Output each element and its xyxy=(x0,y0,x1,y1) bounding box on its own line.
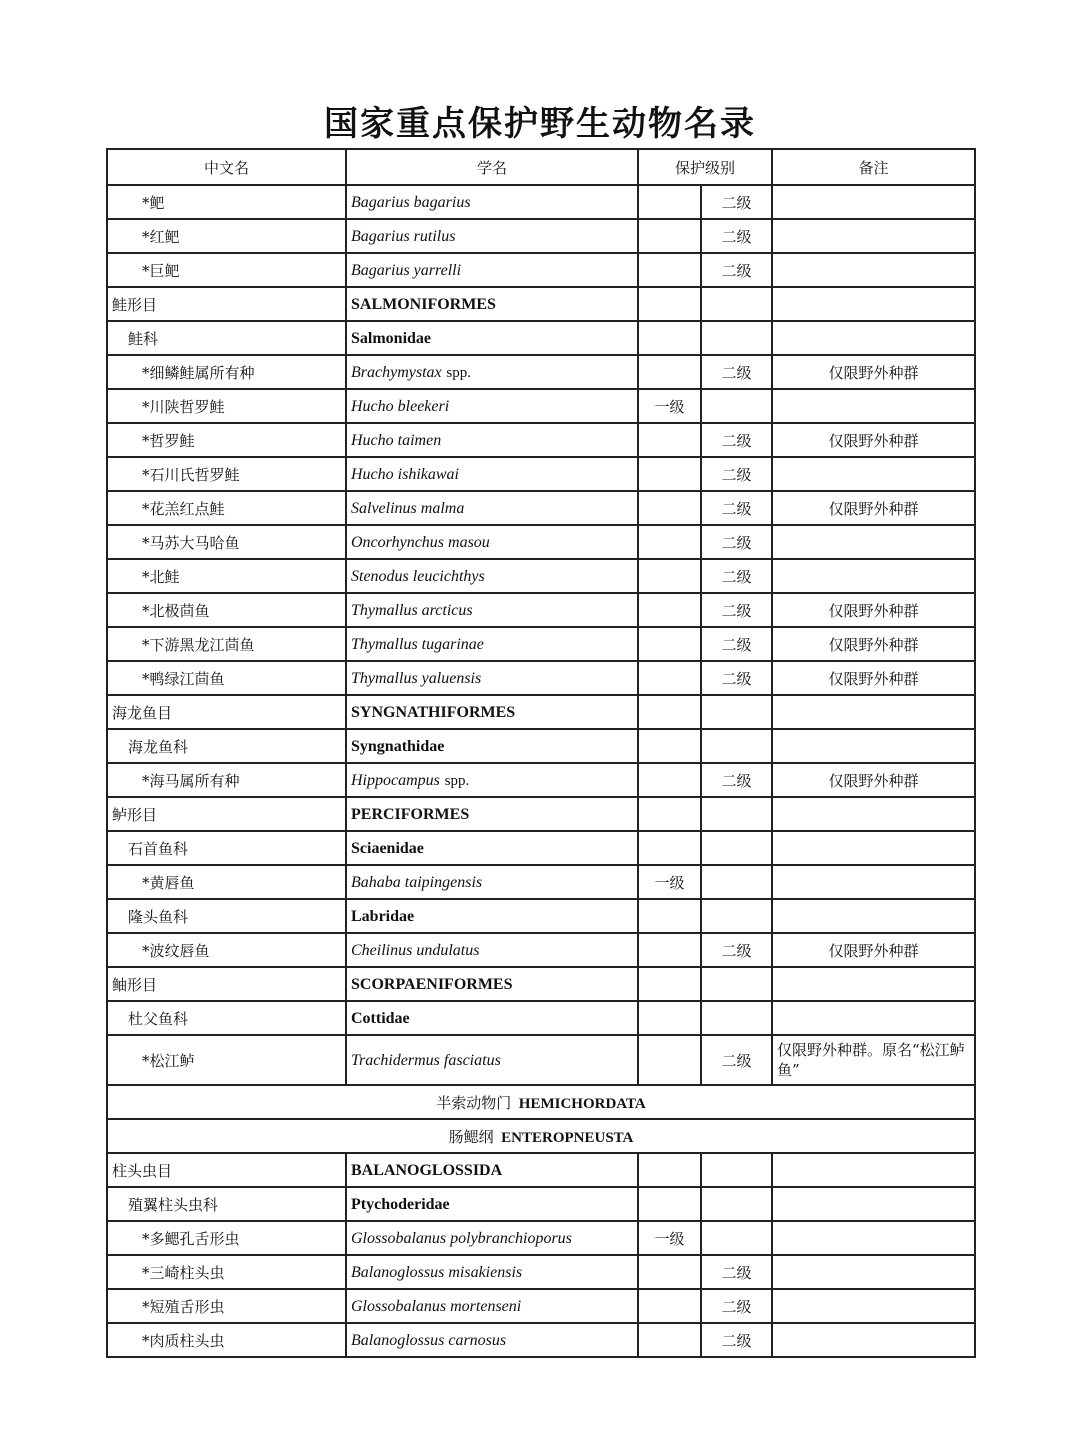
scientific-name: Labridae xyxy=(351,907,415,925)
chinese-name-cell: *下游黑龙江茴鱼 xyxy=(107,627,346,661)
chinese-name-cell: *多鳃孔舌形虫 xyxy=(107,1221,346,1255)
remarks-cell xyxy=(772,729,975,763)
header-scientific-name: 学名 xyxy=(346,149,638,185)
table-row xyxy=(107,1255,975,1289)
remarks-cell xyxy=(772,831,975,865)
scientific-name-cell xyxy=(346,593,638,627)
remarks-cell xyxy=(772,253,975,287)
grade-two-cell xyxy=(701,1153,772,1187)
table-row xyxy=(107,287,975,321)
grade-two-cell xyxy=(701,899,772,933)
chinese-name-cell: *巨鲃 xyxy=(107,253,346,287)
grade-one-cell xyxy=(638,185,701,219)
scientific-name-cell xyxy=(346,1255,638,1289)
grade-one-cell xyxy=(638,457,701,491)
remarks-cell xyxy=(772,797,975,831)
grade-two-cell: 二级 xyxy=(701,491,772,525)
chinese-name-cell: *短殖舌形虫 xyxy=(107,1289,346,1323)
grade-one-cell: 一级 xyxy=(638,389,701,423)
remarks-cell xyxy=(772,287,975,321)
grade-two-cell: 二级 xyxy=(701,219,772,253)
grade-two-cell: 二级 xyxy=(701,253,772,287)
scientific-name: Salvelinus malma xyxy=(351,499,465,517)
scientific-name: Salmonidae xyxy=(351,329,432,347)
remarks-cell xyxy=(772,185,975,219)
table-row xyxy=(107,627,975,661)
chinese-name-cell: 海龙鱼目 xyxy=(107,695,346,729)
table-row xyxy=(107,763,975,797)
remarks-cell xyxy=(772,525,975,559)
scientific-name-cell xyxy=(346,1289,638,1323)
table-row xyxy=(107,355,975,389)
table-row xyxy=(107,253,975,287)
scientific-name: Brachymystax xyxy=(351,363,442,381)
grade-one-cell xyxy=(638,967,701,1001)
scientific-name-cell xyxy=(346,287,638,321)
grade-one-cell xyxy=(638,287,701,321)
scientific-name: PERCIFORMES xyxy=(351,805,470,823)
section-row xyxy=(107,1085,975,1119)
scientific-name-cell xyxy=(346,491,638,525)
scientific-name-cell xyxy=(346,797,638,831)
table-row xyxy=(107,389,975,423)
scientific-name: SCORPAENIFORMES xyxy=(351,975,513,993)
scientific-name-cell xyxy=(346,967,638,1001)
remarks-cell: 仅限野外种群。原名“松江鲈鱼” xyxy=(772,1035,975,1085)
remarks-cell: 仅限野外种群 xyxy=(772,933,975,967)
grade-one-cell xyxy=(638,1187,701,1221)
remarks-cell xyxy=(772,865,975,899)
table-row xyxy=(107,423,975,457)
remarks-cell: 仅限野外种群 xyxy=(772,593,975,627)
chinese-name-cell: *三崎柱头虫 xyxy=(107,1255,346,1289)
scientific-name: SYNGNATHIFORMES xyxy=(351,703,516,721)
grade-one-cell xyxy=(638,831,701,865)
scientific-name: Thymallus arcticus xyxy=(351,601,473,619)
scientific-name-cell xyxy=(346,1035,638,1085)
scientific-name: Trachidermus fasciatus xyxy=(351,1051,501,1069)
header-remarks: 备注 xyxy=(772,149,975,185)
remarks-cell xyxy=(772,219,975,253)
table-row xyxy=(107,185,975,219)
remarks-cell xyxy=(772,899,975,933)
grade-one-cell: 一级 xyxy=(638,865,701,899)
table-row xyxy=(107,899,975,933)
scientific-name: Balanoglossus misakiensis xyxy=(351,1263,523,1281)
scientific-name-cell xyxy=(346,1187,638,1221)
scientific-name-cell xyxy=(346,899,638,933)
spp-abbrev: spp. xyxy=(444,772,470,789)
scientific-name-cell xyxy=(346,423,638,457)
grade-two-cell: 二级 xyxy=(701,593,772,627)
grade-one-cell xyxy=(638,899,701,933)
grade-one-cell xyxy=(638,559,701,593)
scientific-name: Cottidae xyxy=(351,1009,410,1027)
remarks-cell xyxy=(772,1221,975,1255)
chinese-name-cell: *石川氏哲罗鲑 xyxy=(107,457,346,491)
chinese-name-cell: *肉质柱头虫 xyxy=(107,1323,346,1357)
chinese-name-cell: *松江鲈 xyxy=(107,1035,346,1085)
scientific-name-cell xyxy=(346,525,638,559)
table-row xyxy=(107,865,975,899)
grade-two-cell: 二级 xyxy=(701,661,772,695)
chinese-name-cell: 鲉形目 xyxy=(107,967,346,1001)
scientific-name-cell xyxy=(346,627,638,661)
chinese-name-cell: 石首鱼科 xyxy=(107,831,346,865)
section-chinese-name: 半索动物门 xyxy=(436,1093,512,1112)
scientific-name-cell xyxy=(346,1221,638,1255)
grade-two-cell xyxy=(701,865,772,899)
table-row xyxy=(107,729,975,763)
scientific-name: Glossobalanus polybranchioporus xyxy=(351,1229,572,1247)
grade-one-cell xyxy=(638,321,701,355)
scientific-name: Bagarius rutilus xyxy=(351,227,456,245)
grade-two-cell xyxy=(701,729,772,763)
grade-two-cell xyxy=(701,797,772,831)
grade-two-cell: 二级 xyxy=(701,355,772,389)
table-row xyxy=(107,525,975,559)
chinese-name-cell: *川陕哲罗鲑 xyxy=(107,389,346,423)
remarks-cell xyxy=(772,389,975,423)
scientific-name-cell xyxy=(346,457,638,491)
chinese-name-cell: 鲑科 xyxy=(107,321,346,355)
chinese-name-cell: 鲑形目 xyxy=(107,287,346,321)
grade-one-cell xyxy=(638,797,701,831)
grade-two-cell xyxy=(701,695,772,729)
grade-one-cell xyxy=(638,933,701,967)
section-row xyxy=(107,1119,975,1153)
scientific-name: Bahaba taipingensis xyxy=(351,873,483,891)
table-row xyxy=(107,593,975,627)
scientific-name: Hucho ishikawai xyxy=(351,465,459,483)
remarks-cell: 仅限野外种群 xyxy=(772,627,975,661)
remarks-cell: 仅限野外种群 xyxy=(772,763,975,797)
remarks-cell: 仅限野外种群 xyxy=(772,355,975,389)
table-row xyxy=(107,797,975,831)
grade-one-cell xyxy=(638,763,701,797)
remarks-cell xyxy=(772,695,975,729)
remarks-cell xyxy=(772,321,975,355)
remarks-cell xyxy=(772,967,975,1001)
scientific-name: Syngnathidae xyxy=(351,737,445,755)
grade-two-cell: 二级 xyxy=(701,627,772,661)
scientific-name: Stenodus leucichthys xyxy=(351,567,485,585)
scientific-name-cell xyxy=(346,695,638,729)
grade-one-cell xyxy=(638,1153,701,1187)
table-row xyxy=(107,695,975,729)
grade-two-cell: 二级 xyxy=(701,423,772,457)
grade-one-cell: 一级 xyxy=(638,1221,701,1255)
table-row xyxy=(107,219,975,253)
spp-abbrev: spp. xyxy=(446,364,472,381)
chinese-name-cell: 殖翼柱头虫科 xyxy=(107,1187,346,1221)
scientific-name-cell xyxy=(346,729,638,763)
chinese-name-cell: *细鳞鲑属所有种 xyxy=(107,355,346,389)
section-latin-name: ENTEROPNEUSTA xyxy=(501,1129,634,1146)
chinese-name-cell: *红鲃 xyxy=(107,219,346,253)
table-row xyxy=(107,491,975,525)
grade-one-cell xyxy=(638,1323,701,1357)
section-latin-name: HEMICHORDATA xyxy=(518,1095,646,1112)
grade-two-cell: 二级 xyxy=(701,933,772,967)
grade-one-cell xyxy=(638,1035,701,1085)
table-row xyxy=(107,1153,975,1187)
scientific-name-cell xyxy=(346,185,638,219)
scientific-name: Cheilinus undulatus xyxy=(351,941,480,959)
grade-two-cell: 二级 xyxy=(701,559,772,593)
chinese-name-cell: *哲罗鲑 xyxy=(107,423,346,457)
scientific-name: Ptychoderidae xyxy=(351,1195,450,1213)
grade-one-cell xyxy=(638,355,701,389)
table-row xyxy=(107,967,975,1001)
grade-two-cell xyxy=(701,1001,772,1035)
table-row xyxy=(107,1289,975,1323)
scientific-name-cell xyxy=(346,1001,638,1035)
remarks-cell: 仅限野外种群 xyxy=(772,491,975,525)
scientific-name: Hucho taimen xyxy=(351,431,442,449)
chinese-name-cell: 柱头虫目 xyxy=(107,1153,346,1187)
scientific-name-cell xyxy=(346,219,638,253)
grade-two-cell: 二级 xyxy=(701,763,772,797)
grade-two-cell: 二级 xyxy=(701,1323,772,1357)
scientific-name-cell xyxy=(346,831,638,865)
scientific-name-cell xyxy=(346,1323,638,1357)
chinese-name-cell: 鲈形目 xyxy=(107,797,346,831)
scientific-name: Bagarius bagarius xyxy=(351,193,471,211)
grade-two-cell: 二级 xyxy=(701,457,772,491)
scientific-name: Hippocampus xyxy=(351,771,440,789)
grade-one-cell xyxy=(638,729,701,763)
grade-one-cell xyxy=(638,627,701,661)
table-row xyxy=(107,1001,975,1035)
table-row xyxy=(107,559,975,593)
grade-one-cell xyxy=(638,1001,701,1035)
scientific-name: Balanoglossus carnosus xyxy=(351,1331,507,1349)
scientific-name-cell xyxy=(346,355,638,389)
remarks-cell: 仅限野外种群 xyxy=(772,661,975,695)
table-row xyxy=(107,321,975,355)
scientific-name: Thymallus tugarinae xyxy=(351,635,484,653)
chinese-name-cell: 隆头鱼科 xyxy=(107,899,346,933)
grade-two-cell xyxy=(701,389,772,423)
grade-two-cell: 二级 xyxy=(701,525,772,559)
scientific-name-cell xyxy=(346,763,638,797)
chinese-name-cell: *北极茴鱼 xyxy=(107,593,346,627)
grade-one-cell xyxy=(638,423,701,457)
table-header-row xyxy=(107,149,975,185)
scientific-name-cell xyxy=(346,321,638,355)
grade-one-cell xyxy=(638,1289,701,1323)
remarks-cell xyxy=(772,1153,975,1187)
table-row xyxy=(107,1323,975,1357)
scientific-name-cell xyxy=(346,865,638,899)
grade-two-cell xyxy=(701,967,772,1001)
grade-two-cell: 二级 xyxy=(701,1035,772,1085)
section-heading xyxy=(107,1119,975,1153)
scientific-name-cell xyxy=(346,661,638,695)
chinese-name-cell: *鸭绿江茴鱼 xyxy=(107,661,346,695)
table-row xyxy=(107,457,975,491)
scientific-name-cell xyxy=(346,389,638,423)
scientific-name: Glossobalanus mortenseni xyxy=(351,1297,522,1315)
grade-two-cell: 二级 xyxy=(701,185,772,219)
scientific-name: Thymallus yaluensis xyxy=(351,669,482,687)
chinese-name-cell: *鲃 xyxy=(107,185,346,219)
grade-one-cell xyxy=(638,253,701,287)
scientific-name: BALANOGLOSSIDA xyxy=(351,1161,503,1179)
remarks-cell xyxy=(772,559,975,593)
grade-one-cell xyxy=(638,593,701,627)
table-row xyxy=(107,831,975,865)
scientific-name-cell xyxy=(346,933,638,967)
table-row xyxy=(107,933,975,967)
scientific-name: Bagarius yarrelli xyxy=(351,261,462,279)
remarks-cell xyxy=(772,1255,975,1289)
remarks-cell xyxy=(772,1323,975,1357)
chinese-name-cell: *马苏大马哈鱼 xyxy=(107,525,346,559)
scientific-name: SALMONIFORMES xyxy=(351,295,496,313)
chinese-name-cell: *北鲑 xyxy=(107,559,346,593)
remarks-cell: 仅限野外种群 xyxy=(772,423,975,457)
section-heading xyxy=(107,1085,975,1119)
scientific-name: Oncorhynchus masou xyxy=(351,533,490,551)
table-row xyxy=(107,1221,975,1255)
grade-one-cell xyxy=(638,661,701,695)
chinese-name-cell: 杜父鱼科 xyxy=(107,1001,346,1035)
chinese-name-cell: *黄唇鱼 xyxy=(107,865,346,899)
scientific-name: Sciaenidae xyxy=(351,839,424,857)
grade-two-cell xyxy=(701,1187,772,1221)
chinese-name-cell: *花羔红点鲑 xyxy=(107,491,346,525)
grade-one-cell xyxy=(638,219,701,253)
grade-two-cell xyxy=(701,831,772,865)
header-protection-level: 保护级别 xyxy=(638,149,772,185)
grade-two-cell xyxy=(701,321,772,355)
grade-one-cell xyxy=(638,695,701,729)
grade-two-cell: 二级 xyxy=(701,1289,772,1323)
chinese-name-cell: 海龙鱼科 xyxy=(107,729,346,763)
scientific-name-cell xyxy=(346,1153,638,1187)
grade-two-cell xyxy=(701,287,772,321)
header-chinese-name: 中文名 xyxy=(107,149,346,185)
protected-species-table xyxy=(106,148,976,1358)
grade-one-cell xyxy=(638,491,701,525)
remarks-cell xyxy=(772,457,975,491)
grade-two-cell xyxy=(701,1221,772,1255)
table-row xyxy=(107,1187,975,1221)
grade-one-cell xyxy=(638,1255,701,1289)
table-row xyxy=(107,661,975,695)
scientific-name: Hucho bleekeri xyxy=(351,397,450,415)
remarks-cell xyxy=(772,1187,975,1221)
scientific-name-cell xyxy=(346,559,638,593)
grade-one-cell xyxy=(638,525,701,559)
remarks-cell xyxy=(772,1001,975,1035)
remarks-cell xyxy=(772,1289,975,1323)
section-chinese-name: 肠鳃纲 xyxy=(448,1127,494,1146)
chinese-name-cell: *波纹唇鱼 xyxy=(107,933,346,967)
scientific-name-cell xyxy=(346,253,638,287)
chinese-name-cell: *海马属所有种 xyxy=(107,763,346,797)
table-row xyxy=(107,1035,975,1085)
grade-two-cell: 二级 xyxy=(701,1255,772,1289)
page-title: 国家重点保护野生动物名录 xyxy=(324,104,756,144)
